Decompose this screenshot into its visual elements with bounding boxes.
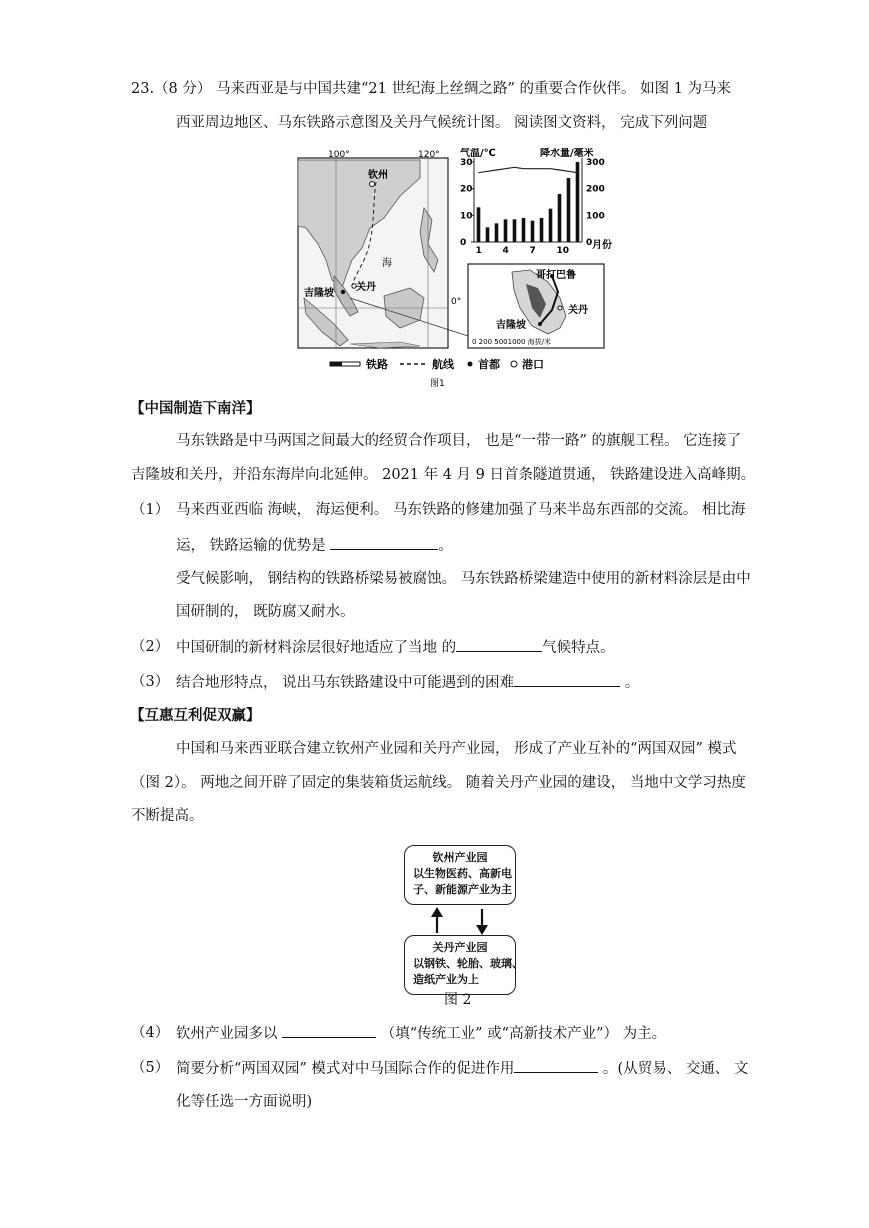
q1-text-a: 运， 铁路运输的优势是: [176, 538, 326, 554]
legend-rail-symbol-fill: [330, 362, 342, 366]
precip-tick-label: 100: [586, 211, 605, 222]
capital-kl: [341, 290, 345, 294]
q4-number: （4）: [131, 1025, 170, 1041]
q2-line: [176, 637, 615, 658]
precip-bar: [531, 221, 535, 242]
q1-number: （1）: [131, 502, 170, 518]
q3-text-a: 结合地形特点， 说出马东铁路建设中可能遇到的困难: [176, 675, 515, 691]
box-qinzhou-line2: 以生物医药、高新电: [413, 867, 512, 880]
section2-heading: 【互惠互利促双赢】: [130, 707, 261, 724]
section2-para-line1: 中国和马来西亚联合建立钦州产业园和关丹产业园， 形成了产业互补的“两国双园” 模式: [176, 741, 737, 757]
q5-line1: [176, 1058, 748, 1079]
box-qinzhou-line3: 子、新能源产业为主: [413, 883, 512, 896]
q4-answer-blank[interactable]: [282, 1023, 376, 1038]
legend-port-label: 港口: [522, 358, 544, 371]
box-kuantan-line1: 关丹产业园: [432, 941, 488, 954]
x-tick-label: 4: [502, 246, 509, 256]
q4-text-a: 钦州产业园多以: [176, 1026, 278, 1042]
sea-label: 海: [382, 258, 392, 269]
climate-chart: [460, 148, 612, 256]
inset-legend-scale: 0 200 5001000 海拔/米: [472, 338, 552, 346]
q1-answer-blank[interactable]: [330, 535, 438, 550]
precip-bar: [486, 227, 490, 242]
map-legend: [330, 357, 544, 371]
precip-bar: [576, 162, 580, 242]
q5-answer-blank[interactable]: [514, 1058, 598, 1073]
precip-bar: [540, 218, 544, 242]
inset-kl-dot: [538, 322, 542, 326]
legend-route-label: 航线: [432, 358, 454, 371]
q3-answer-blank[interactable]: [514, 672, 620, 687]
figure2-box-kuantan: [404, 935, 523, 995]
chart-xlabel: 月份: [592, 240, 612, 251]
figure2-box-qinzhou: [404, 845, 516, 905]
city-kuantan-label: 关丹: [356, 282, 376, 293]
q1-line1: 马来西亚西临 海峡， 海运便利。 马东铁路的修建加强了马来半岛东西部的交流。 相比海: [176, 502, 746, 518]
temp-tick-label: 30: [460, 158, 473, 168]
figure1: [0, 148, 869, 398]
inset-kuantan-label: 关丹: [568, 305, 588, 316]
legend-port-symbol: [511, 361, 517, 367]
box-kuantan-line3: 造纸产业为上: [413, 973, 479, 986]
figure1-caption: 图1: [430, 379, 445, 389]
chart-ylabel-left: 气温/℃: [460, 148, 496, 159]
city-kl-label: 吉隆坡: [304, 288, 334, 299]
q4-text-b: （填“传统工业” 或“高新技术产业”） 为主。: [380, 1026, 667, 1042]
section1-heading: 【中国制造下南洋】: [130, 400, 261, 417]
note-line1: 受气候影响， 钢结构的铁路桥梁易被腐蚀。 马东铁路桥梁建造中使用的新材料涂层是由中: [176, 571, 751, 587]
q5-text-a: 简要分析“两国双园” 模式对中马国际合作的促进作用: [176, 1061, 515, 1077]
q1-text-b: 。: [438, 538, 453, 554]
section2-para-line3: 不断提高。: [131, 808, 204, 824]
x-tick-label: 10: [556, 246, 570, 256]
q3-number: （3）: [131, 674, 170, 690]
precip-bar: [513, 219, 517, 242]
q2-answer-blank[interactable]: [456, 637, 542, 652]
q4-line: [176, 1023, 666, 1044]
q1-line2: [176, 535, 453, 556]
box-qinzhou-line1: 钦州产业园: [432, 851, 488, 864]
city-qinzhou-label: 钦州: [368, 170, 388, 181]
q3-text-b: 。: [624, 675, 640, 691]
figure2-caption: 图 2: [444, 992, 472, 1008]
inset-kuantan-dot: [558, 306, 562, 310]
precip-tick-label: 200: [586, 184, 605, 195]
precip-bar: [567, 178, 571, 242]
precip-bar: [504, 219, 508, 242]
equator-label: 0°: [451, 297, 462, 307]
box-kuantan-line2: 以钢铁、轮胎、玻璃、: [413, 957, 523, 970]
lon-label-100: 100°: [328, 150, 350, 160]
q2-text-b: 气候特点。: [542, 640, 615, 656]
lon-label-120: 120°: [418, 150, 440, 160]
q2-text-a: 中国研制的新材料涂层很好地适应了当地 的: [176, 640, 457, 656]
q5-text-b: 。(从贸易、 交通、 文: [603, 1061, 749, 1077]
port-qinzhou: [370, 182, 375, 187]
precip-tick-label: 0: [586, 238, 593, 248]
q5-number: （5）: [131, 1060, 170, 1076]
inset-kotabharu-label: 哥打巴鲁: [536, 270, 576, 281]
precip-bar: [549, 209, 553, 242]
q5-line2: 化等任选一方面说明): [176, 1094, 313, 1110]
x-tick-label: 1: [475, 246, 482, 256]
precip-bar: [477, 207, 481, 242]
inset-kl-label: 吉隆坡: [496, 320, 526, 331]
precip-bar: [522, 218, 526, 242]
section1-para-line2: 吉隆坡和关丹，并沿东海岸向北延伸。 2021 年 4 月 9 日首条隧道贯通， 铁路建设进入高峰期。: [131, 467, 756, 483]
temperature-line: [479, 167, 578, 172]
precip-bar: [495, 223, 499, 242]
question-stem-line2: 西亚周边地区、马东铁路示意图及关丹气候统计图。 阅读图文资料， 完成下列问题: [176, 115, 708, 131]
precip-bar: [558, 194, 562, 242]
question-stem-line1: 23.（8 分） 马来西亚是与中国共建“21 世纪海上丝绸之路” 的重要合作伙伴。 如图 1 为马来: [131, 81, 732, 97]
arrow-down-icon: [476, 925, 488, 935]
temp-tick-label: 10: [460, 211, 473, 222]
section2-para-line2: （图 2）。 两地之间开辟了固定的集装箱货运航线。 随着关丹产业园的建设， 当地中文学习热度: [131, 775, 746, 791]
legend-capital-label: 首都: [478, 358, 500, 371]
legend-rail-label: 铁路: [366, 358, 388, 371]
q2-number: （2）: [131, 639, 170, 655]
q3-line: [176, 672, 639, 693]
arrow-up-icon: [431, 907, 443, 917]
section1-para-line1: 马东铁路是中马两国之间最大的经贸合作项目， 也是“一带一路” 的旗舰工程。 它连接了: [176, 433, 742, 449]
chart-ylabel-right: 降水量/毫米: [540, 148, 594, 159]
temp-tick-label: 0: [460, 238, 467, 248]
temp-tick-label: 20: [460, 184, 473, 195]
precip-tick-label: 300: [586, 158, 605, 168]
note-line2: 国研制的， 既防腐又耐水。: [176, 604, 355, 620]
x-tick-label: 7: [529, 246, 536, 256]
legend-capital-symbol: [468, 362, 473, 367]
